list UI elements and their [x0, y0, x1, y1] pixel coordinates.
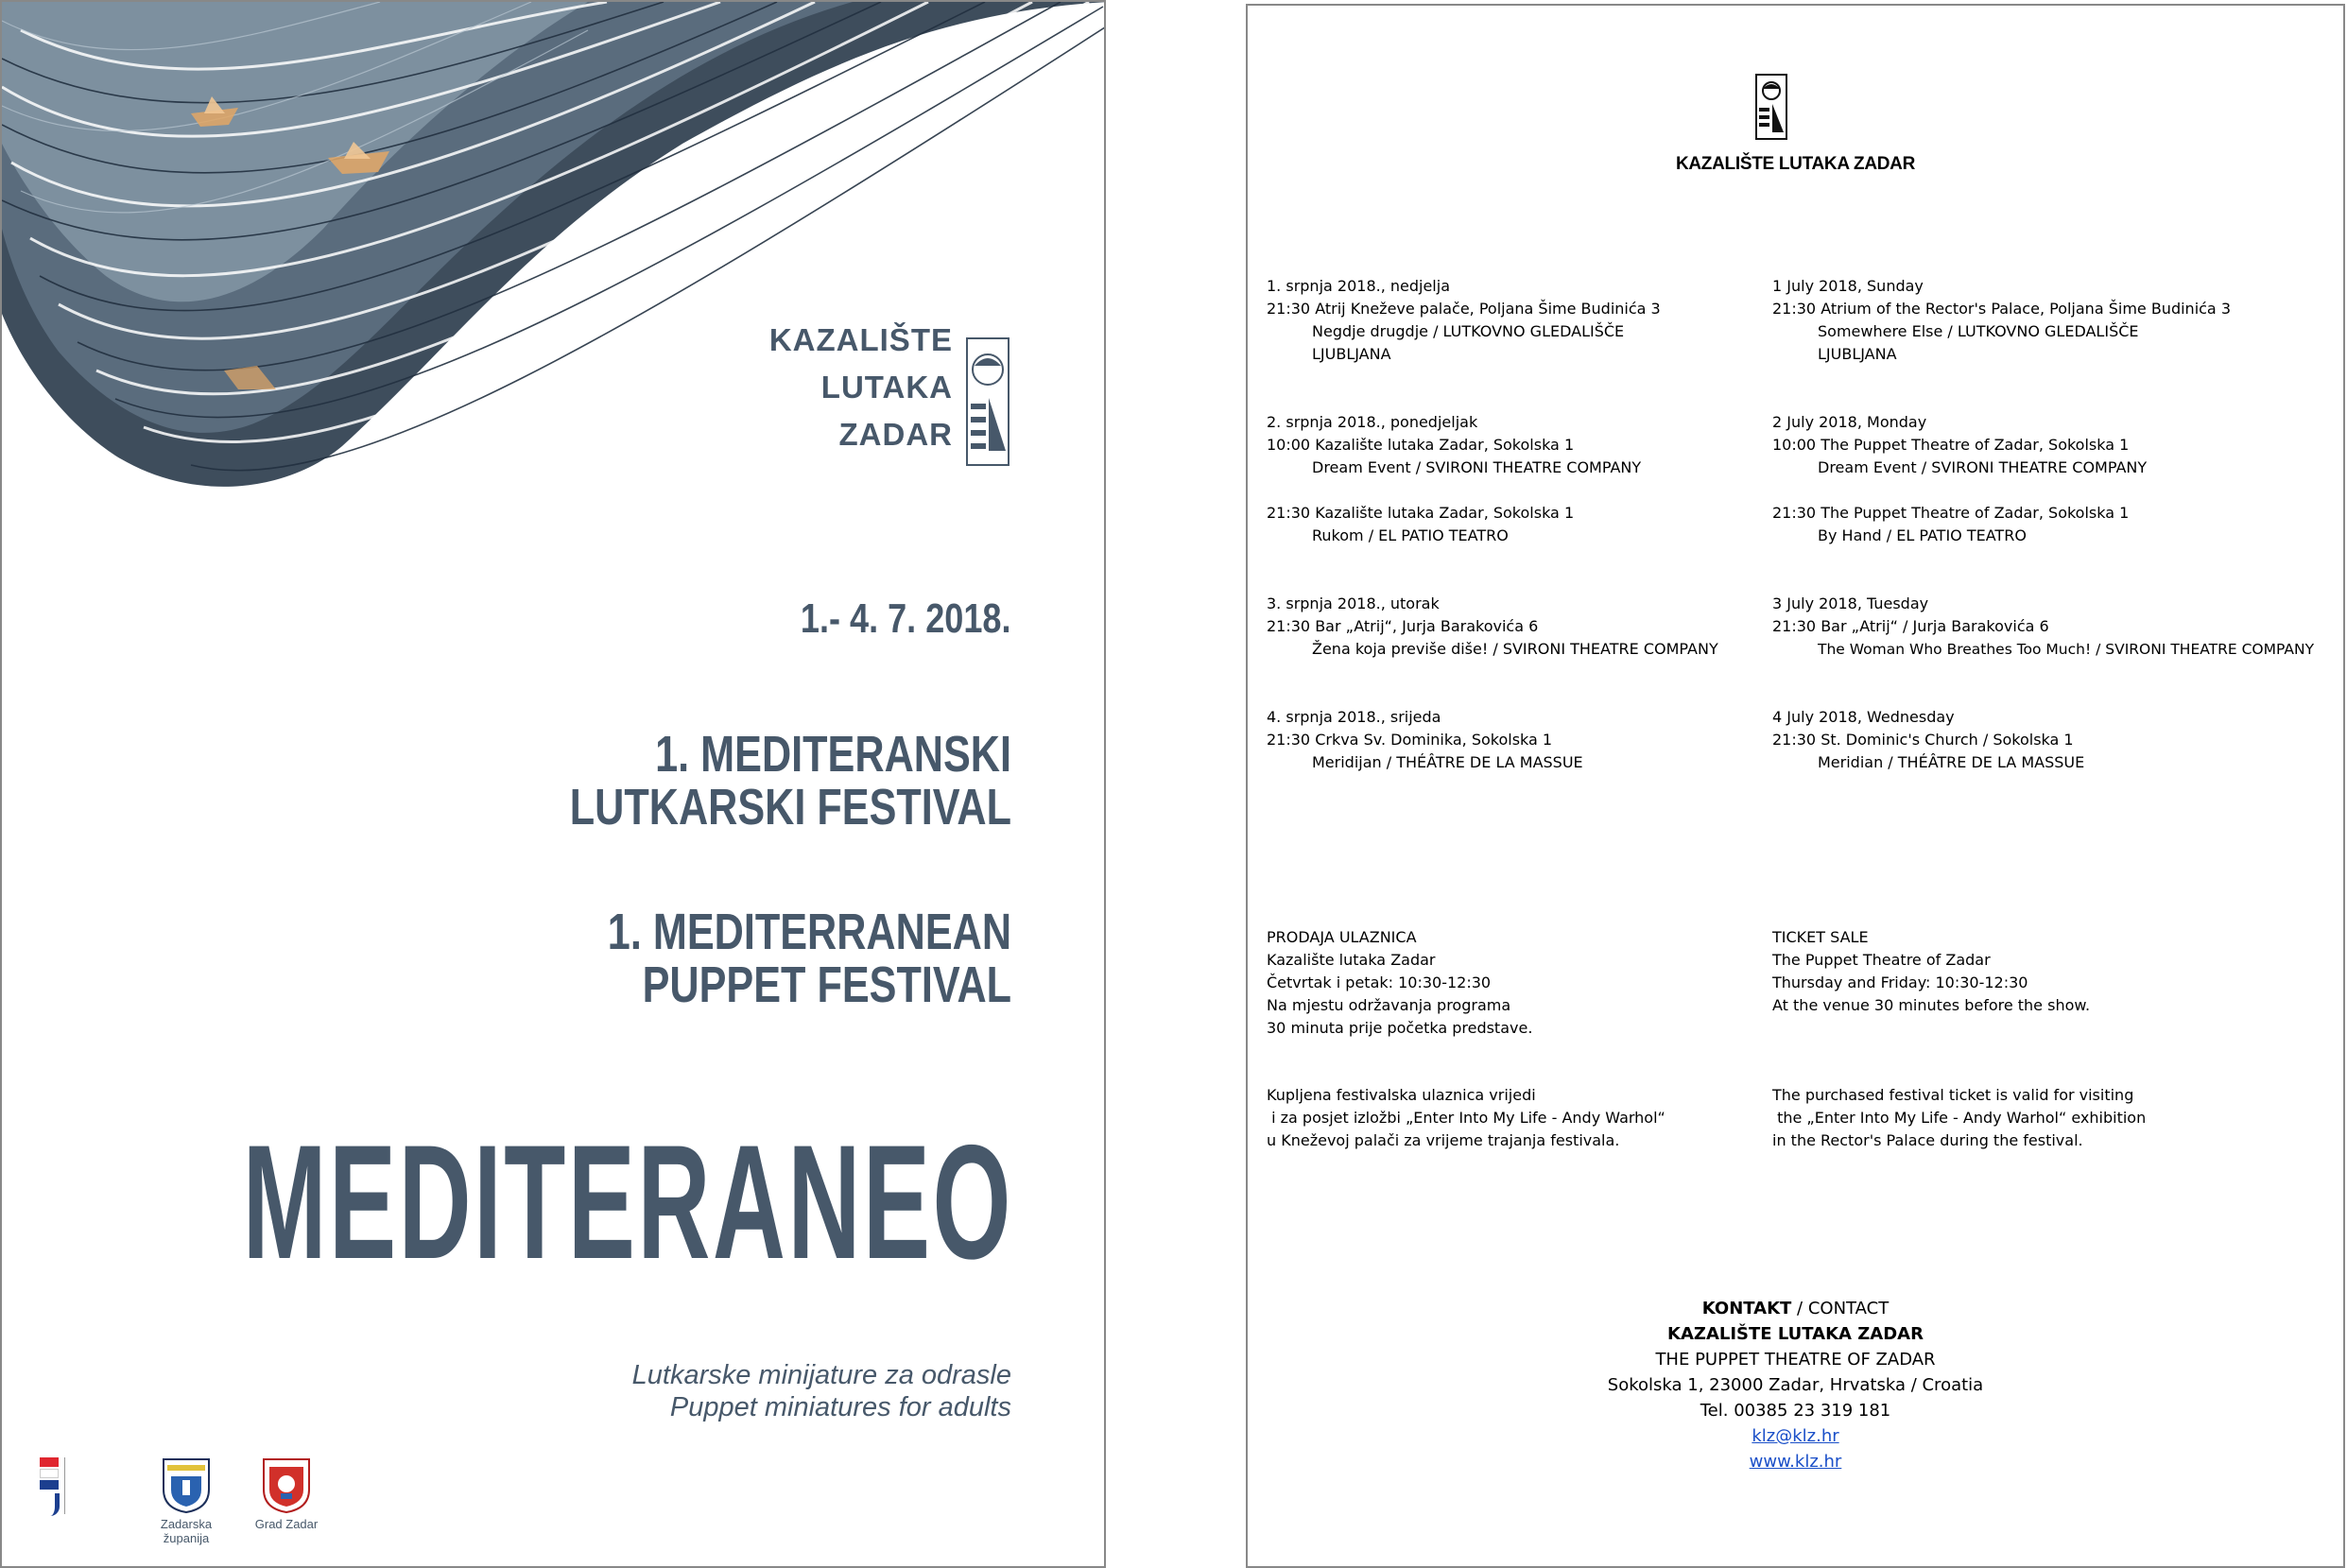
schedule-day [1267, 593, 1718, 661]
logo-line-1: KAZALIŠTE [768, 322, 953, 357]
time-venue: 21:30 Bar „Atrij“ / Jurja Barakovića 6 [1772, 617, 2049, 635]
ticket-info-english [1772, 926, 2090, 1017]
poster-front-page [0, 0, 1106, 1568]
exhibition-note-english [1772, 1084, 2146, 1152]
theatre-logo-icon [966, 337, 1010, 466]
contact-heading [1248, 1296, 2343, 1321]
show-title: Dream Event / SVIRONI THEATRE COMPANY [1818, 458, 2148, 476]
contact-label-bold: KONTAKT [1701, 1299, 1792, 1318]
logo-line-2: LUTAKA [820, 370, 953, 405]
show-title: The Woman Who Breathes Too Much! / SVIRONI THEATRE COMPANY [1818, 641, 2315, 658]
time-venue: 21:30 Kazalište lutaka Zadar, Sokolska 1 [1267, 504, 1575, 522]
time-venue: 21:30 Crkva Sv. Dominika, Sokolska 1 [1267, 731, 1553, 749]
ticket-line: Na mjestu održavanja programa [1267, 996, 1511, 1014]
day-label: 1 July 2018, Sunday [1772, 277, 1924, 295]
schedule-day [1267, 275, 1718, 366]
show-title: Somewhere Else / LUTKOVNO GLEDALIŠČE [1818, 322, 2139, 340]
subtitle-croatian: Lutkarske minijature za odrasle [631, 1360, 1011, 1390]
schedule-day [1772, 593, 2314, 661]
main-title: MEDITERANEO [242, 1111, 1013, 1293]
county-label: Zadarska županija [160, 1517, 213, 1545]
schedule-day [1267, 411, 1718, 547]
county-logo [151, 1457, 221, 1545]
festival-en-line-1: 1. MEDITERRANEAN [607, 904, 1011, 960]
note-line: The purchased festival ticket is valid for visiting [1772, 1086, 2134, 1104]
county-shield-icon [162, 1457, 211, 1514]
day-label: 4. srpnja 2018., srijeda [1267, 708, 1441, 726]
show-title: Meridian / THÉÂTRE DE LA MASSUE [1818, 753, 2085, 771]
ministry-logo [40, 1457, 96, 1524]
festival-hr-line-1: 1. MEDITERANSKI [655, 726, 1011, 783]
subtitle [632, 1359, 1011, 1423]
city-logo [253, 1457, 319, 1531]
time-venue: 21:30 The Puppet Theatre of Zadar, Sokolska 1 [1772, 504, 2130, 522]
schedule-day [1772, 275, 2314, 366]
time-venue: 21:30 Bar „Atrij“, Jurja Barakovića 6 [1267, 617, 1539, 635]
show-title: By Hand / EL PATIO TEATRO [1818, 526, 2027, 544]
contact-name-hr-text: KAZALIŠTE LUTAKA ZADAR [1667, 1324, 1924, 1344]
schedule-day [1772, 411, 2314, 547]
ticket-line: 30 minuta prije početka predstave. [1267, 1019, 1533, 1037]
ticket-line: Thursday and Friday: 10:30-12:30 [1772, 974, 2028, 991]
contact-address: Sokolska 1, 23000 Zadar, Hrvatska / Croatia [1607, 1375, 1984, 1395]
day-label: 2. srpnja 2018., ponedjeljak [1267, 413, 1478, 431]
time-venue: 21:30 Atrij Kneževe palače, Poljana Šime Budinića 3 [1267, 300, 1661, 318]
note-line: u Kneževoj palači za vrijeme trajanja festivala. [1267, 1131, 1620, 1149]
contact-email-link[interactable]: klz@klz.hr [1752, 1426, 1839, 1446]
show-title: Žena koja previše diše! / SVIRONI THEATRE COMPANY [1312, 640, 1718, 658]
show-title: Negdje drugdje / LUTKOVNO GLEDALIŠČE [1312, 322, 1625, 340]
show-title-cont: LJUBLJANA [1312, 345, 1391, 363]
festival-dates: 1.- 4. 7. 2018. [801, 595, 1011, 642]
contact-web-link[interactable]: www.klz.hr [1749, 1452, 1842, 1472]
festival-name-english [608, 905, 1011, 1011]
time-venue: 21:30 St. Dominic's Church / Sokolska 1 [1772, 731, 2074, 749]
ticket-line: Četvrtak i petak: 10:30-12:30 [1267, 974, 1492, 991]
ticket-title: TICKET SALE [1772, 928, 1869, 946]
ticket-line: Kazalište lutaka Zadar [1267, 951, 1436, 969]
note-line: i za posjet izložbi „Enter Into My Life - Andy Warhol“ [1267, 1109, 1665, 1127]
festival-name-croatian [570, 728, 1011, 834]
day-label: 3 July 2018, Tuesday [1772, 594, 1929, 612]
note-line: the „Enter Into My Life - Andy Warhol“ exhibition [1772, 1109, 2147, 1127]
show-title: Rukom / EL PATIO TEATRO [1312, 526, 1509, 544]
day-label: 4 July 2018, Wednesday [1772, 708, 1955, 726]
day-label: 3. srpnja 2018., utorak [1267, 594, 1440, 612]
show-title: Dream Event / SVIRONI THEATRE COMPANY [1312, 458, 1642, 476]
program-back-page [1246, 4, 2345, 1568]
show-title-cont: LJUBLJANA [1818, 345, 1897, 363]
subtitle-english: Puppet miniatures for adults [669, 1392, 1011, 1422]
time-venue: 21:30 Atrium of the Rector's Palace, Poljana Šime Budinića 3 [1772, 300, 2231, 318]
schedule-english [1772, 275, 2314, 797]
ticket-title: PRODAJA ULAZNICA [1267, 928, 1417, 946]
contact-phone: Tel. 00385 23 319 181 [1700, 1401, 1891, 1421]
city-shield-icon [262, 1457, 311, 1514]
contact-name-hr [1248, 1321, 2343, 1347]
logo-line-3: ZADAR [838, 417, 953, 452]
theatre-logo-text [769, 317, 953, 458]
show-title: Meridijan / THÉÂTRE DE LA MASSUE [1312, 753, 1583, 771]
ticket-line: At the venue 30 minutes before the show. [1772, 996, 2091, 1014]
back-header: KAZALIŠTE LUTAKA ZADAR [1675, 154, 1916, 174]
note-line: in the Rector's Palace during the festival. [1772, 1131, 2083, 1149]
time-venue: 10:00 Kazalište lutaka Zadar, Sokolska 1 [1267, 436, 1575, 454]
schedule-day [1772, 706, 2314, 774]
contact-name-en: THE PUPPET THEATRE OF ZADAR [1655, 1350, 1936, 1370]
city-label: Grad Zadar [254, 1517, 319, 1531]
day-label: 2 July 2018, Monday [1772, 413, 1927, 431]
contact-label-rest: / CONTACT [1791, 1299, 1890, 1318]
festival-en-line-2: PUPPET FESTIVAL [642, 956, 1011, 1013]
time-venue: 10:00 The Puppet Theatre of Zadar, Sokolska 1 [1772, 436, 2130, 454]
exhibition-note-croatian [1267, 1084, 1665, 1152]
contact-block [1248, 1296, 2343, 1474]
note-line: Kupljena festivalska ulaznica vrijedi [1267, 1086, 1536, 1104]
festival-hr-line-2: LUTKARSKI FESTIVAL [569, 779, 1011, 836]
ticket-line: The Puppet Theatre of Zadar [1772, 951, 1991, 969]
day-label: 1. srpnja 2018., nedjelja [1267, 277, 1450, 295]
schedule-day [1267, 706, 1718, 774]
schedule-croatian [1267, 275, 1718, 797]
theatre-logo-icon-small [1755, 74, 1787, 140]
ticket-info-croatian [1267, 926, 1532, 1040]
